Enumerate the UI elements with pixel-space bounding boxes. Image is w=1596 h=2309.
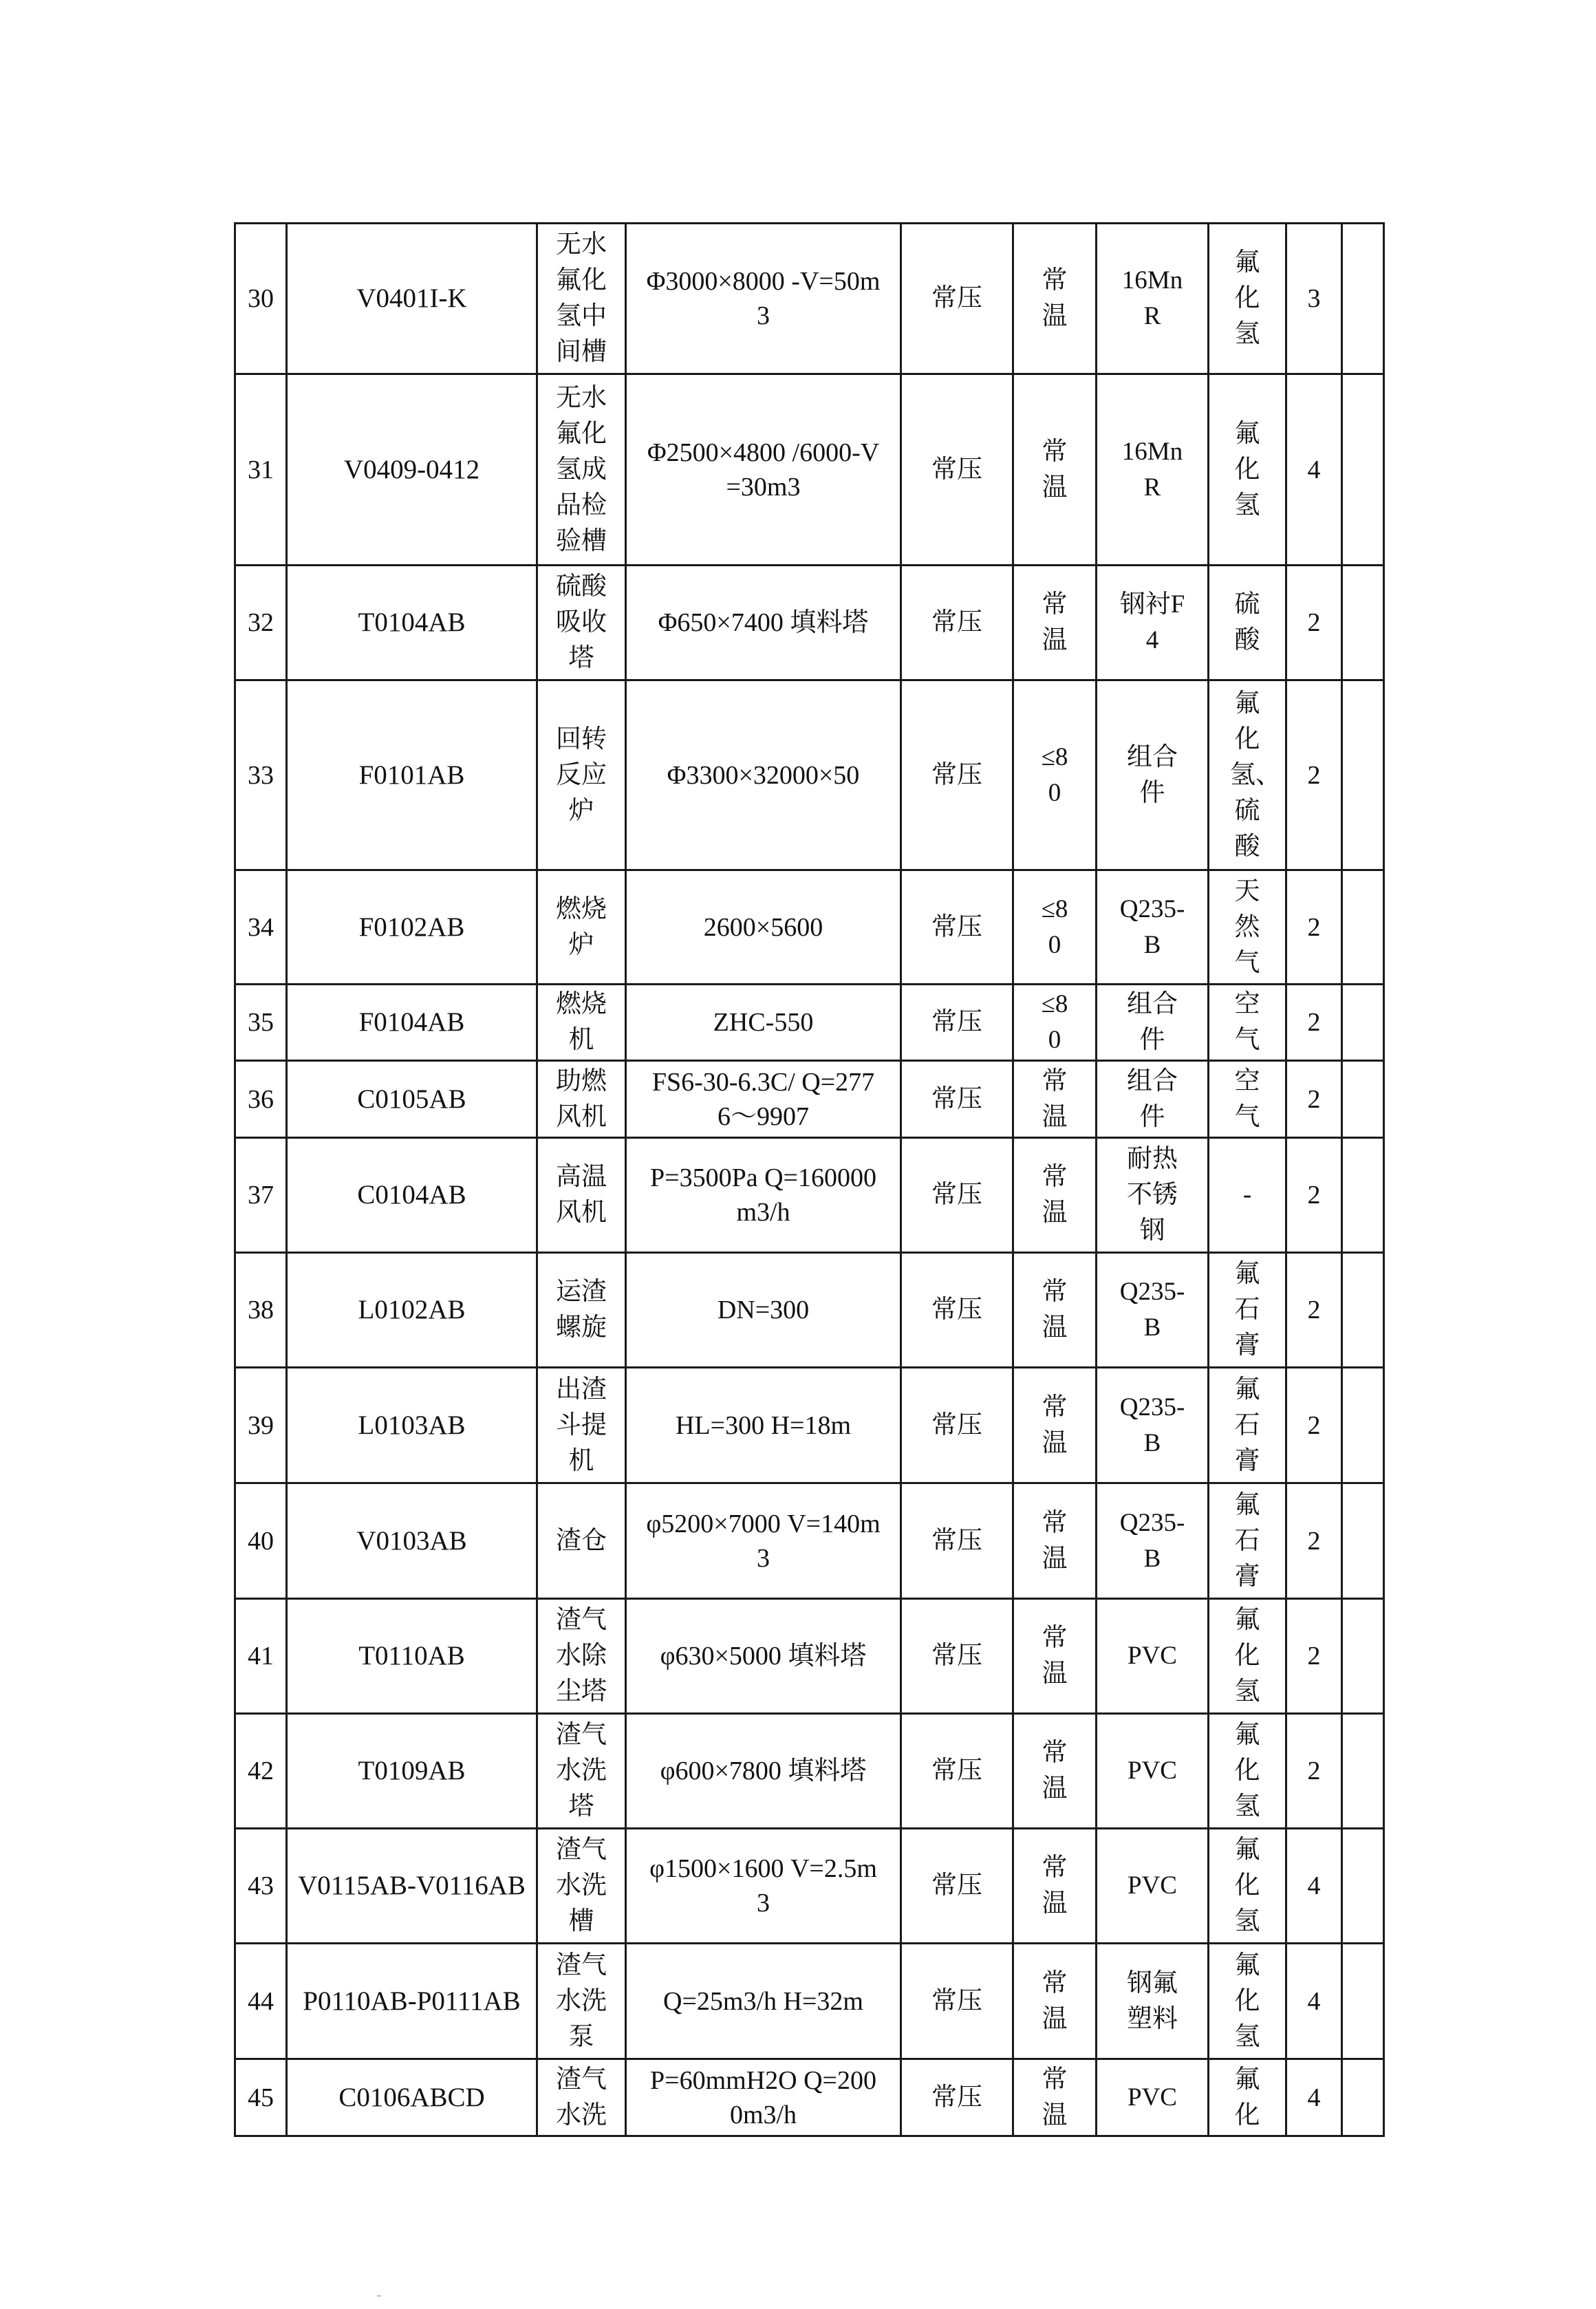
row-number-cell: 35	[235, 985, 287, 1061]
equipment-name-cell: 运渣螺旋	[537, 1253, 626, 1368]
specification-cell: DN=300	[626, 1253, 901, 1368]
equipment-code-cell: P0110AB-P0111AB	[287, 1944, 537, 2059]
equipment-name-cell: 回转反应炉	[537, 680, 626, 870]
row-number-cell: 34	[235, 870, 287, 985]
row-number-cell: 43	[235, 1829, 287, 1944]
equipment-name-cell: 渣气水洗泵	[537, 1944, 626, 2059]
material-cell: 组合件	[1097, 1061, 1209, 1138]
empty-cell	[1342, 2059, 1384, 2136]
table-row	[235, 1829, 1384, 1944]
medium-cell: 氟化氢	[1209, 374, 1286, 566]
quantity-cell: 2	[1286, 1599, 1342, 1714]
row-number-cell: 36	[235, 1061, 287, 1138]
quantity-cell: 4	[1286, 2059, 1342, 2136]
temperature-cell: 常温	[1013, 1599, 1097, 1714]
quantity-cell: 2	[1286, 1061, 1342, 1138]
equipment-code-cell: C0105AB	[287, 1061, 537, 1138]
table-row	[235, 1061, 1384, 1138]
temperature-cell: 常温	[1013, 1138, 1097, 1253]
pressure-cell: 常压	[901, 1483, 1013, 1599]
equipment-code-cell: V0401I-K	[287, 224, 537, 374]
quantity-cell: 2	[1286, 566, 1342, 680]
material-cell: 组合件	[1097, 680, 1209, 870]
medium-cell: 氟化氢	[1209, 1599, 1286, 1714]
empty-cell	[1342, 1714, 1384, 1829]
temperature-cell: 常温	[1013, 566, 1097, 680]
equipment-code-cell: V0115AB-V0116AB	[287, 1829, 537, 1944]
quantity-cell: 2	[1286, 985, 1342, 1061]
table-row	[235, 985, 1384, 1061]
equipment-name-cell: 渣气水洗塔	[537, 1714, 626, 1829]
specification-cell: φ600×7800 填料塔	[626, 1714, 901, 1829]
empty-cell	[1342, 1829, 1384, 1944]
pressure-cell: 常压	[901, 2059, 1013, 2136]
equipment-name-cell: 无水氟化氢中间槽	[537, 224, 626, 374]
medium-cell: 天然气	[1209, 870, 1286, 985]
empty-cell	[1342, 1061, 1384, 1138]
table-row	[235, 1253, 1384, 1368]
equipment-code-cell: T0104AB	[287, 566, 537, 680]
equipment-code-cell: L0103AB	[287, 1368, 537, 1483]
table-row	[235, 374, 1384, 566]
specification-cell: P=3500Pa Q=160000m3/h	[626, 1138, 901, 1253]
table-row	[235, 566, 1384, 680]
material-cell: PVC	[1097, 1829, 1209, 1944]
quantity-cell: 2	[1286, 870, 1342, 985]
specification-cell: HL=300 H=18m	[626, 1368, 901, 1483]
table-row	[235, 1599, 1384, 1714]
specification-cell: φ630×5000 填料塔	[626, 1599, 901, 1714]
row-number-cell: 44	[235, 1944, 287, 2059]
specification-cell: Φ2500×4800 /6000-V=30m3	[626, 374, 901, 566]
specification-cell: φ5200×7000 V=140m3	[626, 1483, 901, 1599]
equipment-name-cell: 燃烧机	[537, 985, 626, 1061]
quantity-cell: 4	[1286, 1829, 1342, 1944]
empty-cell	[1342, 680, 1384, 870]
temperature-cell: 常温	[1013, 224, 1097, 374]
empty-cell	[1342, 1599, 1384, 1714]
temperature-cell: 常温	[1013, 1253, 1097, 1368]
material-cell: Q235-B	[1097, 1483, 1209, 1599]
medium-cell: 硫酸	[1209, 566, 1286, 680]
specification-cell: ZHC-550	[626, 985, 901, 1061]
row-number-cell: 41	[235, 1599, 287, 1714]
medium-cell: 氟化氢	[1209, 224, 1286, 374]
quantity-cell: 2	[1286, 1483, 1342, 1599]
material-cell: PVC	[1097, 1599, 1209, 1714]
equipment-code-cell: T0110AB	[287, 1599, 537, 1714]
medium-cell: 氟石膏	[1209, 1483, 1286, 1599]
temperature-cell: ≤80	[1013, 680, 1097, 870]
equipment-name-cell: 硫酸吸收塔	[537, 566, 626, 680]
equipment-name-cell: 渣气水除尘塔	[537, 1599, 626, 1714]
temperature-cell: 常温	[1013, 1829, 1097, 1944]
table-row	[235, 870, 1384, 985]
empty-cell	[1342, 374, 1384, 566]
empty-cell	[1342, 1483, 1384, 1599]
quantity-cell: 2	[1286, 680, 1342, 870]
equipment-name-cell: 渣气水洗槽	[537, 1829, 626, 1944]
equipment-code-cell: F0104AB	[287, 985, 537, 1061]
equipment-code-cell: T0109AB	[287, 1714, 537, 1829]
material-cell: 16MnR	[1097, 224, 1209, 374]
pressure-cell: 常压	[901, 1829, 1013, 1944]
temperature-cell: 常温	[1013, 1368, 1097, 1483]
medium-cell: -	[1209, 1138, 1286, 1253]
equipment-code-cell: C0104AB	[287, 1138, 537, 1253]
medium-cell: 氟化氢	[1209, 1714, 1286, 1829]
table-row	[235, 1368, 1384, 1483]
temperature-cell: 常温	[1013, 1714, 1097, 1829]
row-number-cell: 32	[235, 566, 287, 680]
quantity-cell: 4	[1286, 1944, 1342, 2059]
specification-cell: Φ3300×32000×50	[626, 680, 901, 870]
material-cell: Q235-B	[1097, 1253, 1209, 1368]
row-number-cell: 40	[235, 1483, 287, 1599]
quantity-cell: 2	[1286, 1253, 1342, 1368]
material-cell: 钢衬F4	[1097, 566, 1209, 680]
empty-cell	[1342, 224, 1384, 374]
row-number-cell: 31	[235, 374, 287, 566]
material-cell: 16MnR	[1097, 374, 1209, 566]
pressure-cell: 常压	[901, 1599, 1013, 1714]
medium-cell: 氟石膏	[1209, 1368, 1286, 1483]
specification-cell: P=60mmH2O Q=2000m3/h	[626, 2059, 901, 2136]
equipment-code-cell: F0101AB	[287, 680, 537, 870]
equipment-name-cell: 出渣斗提机	[537, 1368, 626, 1483]
equipment-name-cell: 渣气水洗	[537, 2059, 626, 2136]
row-number-cell: 45	[235, 2059, 287, 2136]
table-row	[235, 224, 1384, 374]
pressure-cell: 常压	[901, 566, 1013, 680]
equipment-name-cell: 燃烧炉	[537, 870, 626, 985]
pressure-cell: 常压	[901, 1944, 1013, 2059]
material-cell: PVC	[1097, 1714, 1209, 1829]
specification-cell: φ1500×1600 V=2.5m3	[626, 1829, 901, 1944]
pressure-cell: 常压	[901, 1714, 1013, 1829]
pressure-cell: 常压	[901, 1253, 1013, 1368]
specification-cell: Φ650×7400 填料塔	[626, 566, 901, 680]
row-number-cell: 38	[235, 1253, 287, 1368]
pressure-cell: 常压	[901, 680, 1013, 870]
material-cell: 耐热不锈钢	[1097, 1138, 1209, 1253]
specification-cell: Q=25m3/h H=32m	[626, 1944, 901, 2059]
material-cell: Q235-B	[1097, 1368, 1209, 1483]
empty-cell	[1342, 870, 1384, 985]
empty-cell	[1342, 1138, 1384, 1253]
equipment-name-cell: 无水氟化氢成品检验槽	[537, 374, 626, 566]
row-number-cell: 33	[235, 680, 287, 870]
pressure-cell: 常压	[901, 224, 1013, 374]
medium-cell: 空气	[1209, 985, 1286, 1061]
material-cell: Q235-B	[1097, 870, 1209, 985]
temperature-cell: 常温	[1013, 1061, 1097, 1138]
medium-cell: 氟石膏	[1209, 1253, 1286, 1368]
material-cell: 组合件	[1097, 985, 1209, 1061]
quantity-cell: 2	[1286, 1138, 1342, 1253]
temperature-cell: 常温	[1013, 2059, 1097, 2136]
equipment-name-cell: 渣仓	[537, 1483, 626, 1599]
equipment-code-cell: L0102AB	[287, 1253, 537, 1368]
material-cell: PVC	[1097, 2059, 1209, 2136]
empty-cell	[1342, 566, 1384, 680]
table-row	[235, 1714, 1384, 1829]
table-row	[235, 1138, 1384, 1253]
empty-cell	[1342, 1944, 1384, 2059]
row-number-cell: 30	[235, 224, 287, 374]
empty-cell	[1342, 985, 1384, 1061]
pressure-cell: 常压	[901, 374, 1013, 566]
medium-cell: 氟化	[1209, 2059, 1286, 2136]
pressure-cell: 常压	[901, 1138, 1013, 1253]
table-row	[235, 680, 1384, 870]
temperature-cell: ≤80	[1013, 870, 1097, 985]
quantity-cell: 2	[1286, 1368, 1342, 1483]
specification-cell: Φ3000×8000 -V=50m3	[626, 224, 901, 374]
medium-cell: 空气	[1209, 1061, 1286, 1138]
equipment-table	[234, 222, 1385, 2137]
table-row	[235, 1483, 1384, 1599]
empty-cell	[1342, 1368, 1384, 1483]
pressure-cell: 常压	[901, 1061, 1013, 1138]
temperature-cell: 常温	[1013, 374, 1097, 566]
equipment-code-cell: V0103AB	[287, 1483, 537, 1599]
row-number-cell: 37	[235, 1138, 287, 1253]
equipment-code-cell: V0409-0412	[287, 374, 537, 566]
temperature-cell: 常温	[1013, 1483, 1097, 1599]
table-row	[235, 1944, 1384, 2059]
material-cell: 钢氟塑料	[1097, 1944, 1209, 2059]
temperature-cell: ≤80	[1013, 985, 1097, 1061]
medium-cell: 氟化氢	[1209, 1829, 1286, 1944]
scan-speck	[377, 2295, 381, 2297]
quantity-cell: 4	[1286, 374, 1342, 566]
specification-cell: FS6-30-6.3C/ Q=2776～9907	[626, 1061, 901, 1138]
medium-cell: 氟化氢、硫酸	[1209, 680, 1286, 870]
table-row	[235, 2059, 1384, 2136]
specification-cell: 2600×5600	[626, 870, 901, 985]
quantity-cell: 3	[1286, 224, 1342, 374]
quantity-cell: 2	[1286, 1714, 1342, 1829]
pressure-cell: 常压	[901, 870, 1013, 985]
row-number-cell: 42	[235, 1714, 287, 1829]
pressure-cell: 常压	[901, 985, 1013, 1061]
temperature-cell: 常温	[1013, 1944, 1097, 2059]
medium-cell: 氟化氢	[1209, 1944, 1286, 2059]
equipment-name-cell: 助燃风机	[537, 1061, 626, 1138]
pressure-cell: 常压	[901, 1368, 1013, 1483]
equipment-code-cell: C0106ABCD	[287, 2059, 537, 2136]
equipment-name-cell: 高温风机	[537, 1138, 626, 1253]
empty-cell	[1342, 1253, 1384, 1368]
equipment-code-cell: F0102AB	[287, 870, 537, 985]
row-number-cell: 39	[235, 1368, 287, 1483]
